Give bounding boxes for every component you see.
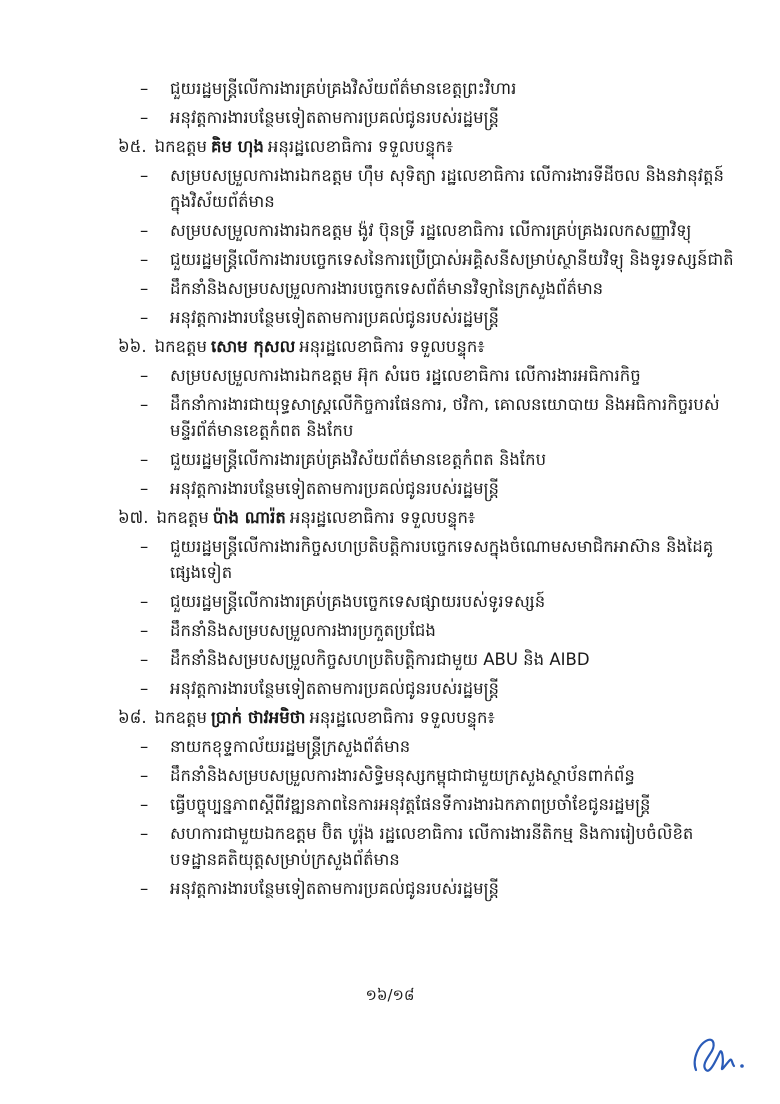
section-prefix: ឯកឧត្តម xyxy=(154,337,207,356)
bullet-text: សម្របសម្រួលការងារឯកឧត្តម ហ៊ឹម សុទិត្យា រដ្ឋលេខាធិការ លើការងារទីដីចល និងនវានុវត្តន៍ក្នុងវិស័យព័ត៌មាន xyxy=(170,166,724,211)
bullet-text: សហការជាមួយឯកឧត្តម ប៊ិត បូរ៉ុង រដ្ឋលេខាធិការ លើការងារនីតិកម្ម និងការរៀបចំលិខិតបទដ្ឋានគតិយុត្តសម្រាប់ក្រសួងព័ត៌មាន xyxy=(170,824,694,869)
dash-marker: – xyxy=(140,308,149,327)
dash-marker: – xyxy=(140,108,149,127)
list-item xyxy=(118,618,738,644)
dash-marker: – xyxy=(140,621,149,640)
list-item xyxy=(118,276,738,302)
bullet-text: អនុវត្តការងារបន្ថែមទៀតតាមការប្រគល់ជូនរបស់រដ្ឋមន្ត្រី xyxy=(170,679,499,698)
list-item xyxy=(118,105,738,131)
list-item xyxy=(118,247,738,273)
section-suffix: អនុរដ្ឋលេខាធិការ ទទួលបន្ទុក៖ xyxy=(299,337,485,356)
bullet-text: ដឹកនាំនិងសម្របសម្រួលការងារបច្ចេកទេសព័ត៌មានវិទ្យានៃក្រសួងព័ត៌មាន xyxy=(170,279,604,298)
dash-marker: – xyxy=(140,879,149,898)
dash-marker: – xyxy=(140,737,149,756)
dash-marker: – xyxy=(140,221,149,240)
bullet-text: ជួយរដ្ឋមន្ត្រីលើការងារគ្រប់គ្រងវិស័យព័ត៌មានខេត្តព្រះវិហារ xyxy=(170,79,517,98)
list-item xyxy=(118,647,738,673)
bullet-text: សម្របសម្រួលការងារឯកឧត្តម អ៊ុក សំរេច រដ្ឋលេខាធិការ លើការងារអធិការកិច្ច xyxy=(170,366,641,385)
section-heading xyxy=(118,134,738,160)
dash-marker: – xyxy=(140,479,149,498)
dash-marker: – xyxy=(140,366,149,385)
list-item xyxy=(118,876,738,902)
list-item xyxy=(118,305,738,331)
dash-marker: – xyxy=(140,166,149,185)
bullet-text: ជួយរដ្ឋមន្ត្រីលើការងារគ្រប់គ្រងបច្ចេកទេសផ្សាយរបស់ទូរទស្សន៍ xyxy=(170,592,546,611)
list-item xyxy=(118,76,738,102)
list-item xyxy=(118,792,738,818)
official-name: ប៉ាង ណារ៉ត xyxy=(212,508,286,527)
bullet-text: សម្របសម្រួលការងារឯកឧត្តម ង៉ូវ ប៊ុនទ្រី រដ្ឋលេខាធិការ លើការគ្រប់គ្រងរលកសញ្ញាវិទ្យុ xyxy=(170,221,692,240)
section-heading xyxy=(118,334,738,360)
bullet-text: ធ្វើបច្ចុប្បន្នភាពស្តីពីវឌ្ឍនភាពនៃការអនុវត្តផែនទីការងារឯកភាពប្រចាំខែជូនរដ្ឋមន្ត្រី xyxy=(170,795,651,814)
dash-marker: – xyxy=(140,824,149,843)
dash-marker: – xyxy=(140,766,149,785)
dash-marker: – xyxy=(140,592,149,611)
list-item xyxy=(118,821,738,873)
section-prefix: ឯកឧត្តម xyxy=(156,508,209,527)
bullet-text: អនុវត្តការងារបន្ថែមទៀតតាមការប្រគល់ជូនរបស់រដ្ឋមន្ត្រី xyxy=(170,479,499,498)
official-name: សោម កុសល xyxy=(210,337,296,356)
bullet-text: ដឹកនាំនិងសម្របសម្រួលកិច្ចសហប្រតិបត្តិការជាមួយ ABU និង AIBD xyxy=(170,650,590,669)
bullet-text: ជួយរដ្ឋមន្ត្រីលើការងារបច្ចេកទេសនៃការប្រើប្រាស់អគ្គិសនីសម្រាប់ស្ថានីយវិទ្យុ និងទូរទស្សន៍ជាតិ xyxy=(170,250,734,269)
list-item xyxy=(118,534,738,586)
list-item xyxy=(118,392,738,444)
dash-marker: – xyxy=(140,279,149,298)
list-item xyxy=(118,218,738,244)
bullet-text: នាយកខុទ្ទកាល័យរដ្ឋមន្ត្រីក្រសួងព័ត៌មាន xyxy=(170,737,411,756)
section-prefix: ឯកឧត្តម xyxy=(154,137,207,156)
dash-marker: – xyxy=(140,395,149,414)
dash-marker: – xyxy=(140,250,149,269)
list-item xyxy=(118,363,738,389)
bullet-text: ដឹកនាំការងារជាយុទ្ធសាស្ត្រលើកិច្ចការផែនការ, ថវិកា, គោលនយោបាយ និងអធិការកិច្ចរបស់មន្ទីរព័ត៌មានខេត្តកំពត និងកែប xyxy=(170,395,720,440)
list-item xyxy=(118,447,738,473)
bullet-text: ជួយរដ្ឋមន្ត្រីលើការងារកិច្ចសហប្រតិបត្តិការបច្ចេកទេសក្នុងចំណោមសមាជិកអាស៊ាន និងដៃគូផ្សេងទៀត xyxy=(170,537,714,582)
official-name: គិម ហុង xyxy=(210,137,264,156)
list-item xyxy=(118,476,738,502)
section-suffix: អនុរដ្ឋលេខាធិការ ទទួលបន្ទុក៖ xyxy=(309,708,495,727)
dash-marker: – xyxy=(140,679,149,698)
section-number: ៦៧. xyxy=(118,508,149,527)
bullet-text: ដឹកនាំនិងសម្របសម្រួលការងារប្រកួតប្រជែង xyxy=(170,621,436,640)
section-heading xyxy=(118,705,738,731)
official-name: ប្រាក់ ថាវអមិថា xyxy=(210,708,306,727)
bullet-text: អនុវត្តការងារបន្ថែមទៀតតាមការប្រគល់ជូនរបស់រដ្ឋមន្ត្រី xyxy=(170,308,499,327)
bullet-text: អនុវត្តការងារបន្ថែមទៀតតាមការប្រគល់ជូនរបស់រដ្ឋមន្ត្រី xyxy=(170,879,499,898)
list-item xyxy=(118,589,738,615)
section-heading xyxy=(118,505,738,531)
dash-marker: – xyxy=(140,795,149,814)
section-number: ៦៨. xyxy=(118,708,147,727)
section-prefix: ឯកឧត្តម xyxy=(154,708,207,727)
document-body xyxy=(118,76,738,905)
dash-marker: – xyxy=(140,650,149,669)
section-suffix: អនុរដ្ឋលេខាធិការ ទទួលបន្ទុក៖ xyxy=(289,508,476,527)
bullet-text: អនុវត្តការងារបន្ថែមទៀតតាមការប្រគល់ជូនរបស់រដ្ឋមន្ត្រី xyxy=(170,108,499,127)
list-item xyxy=(118,676,738,702)
dash-marker: – xyxy=(140,79,149,98)
page-number: ១៦/១៨ xyxy=(365,986,415,1004)
list-item xyxy=(118,163,738,215)
list-item xyxy=(118,734,738,760)
section-suffix: អនុរដ្ឋលេខាធិការ ទទួលបន្ទុក៖ xyxy=(267,137,454,156)
section-number: ៦៦. xyxy=(118,337,147,356)
dash-marker: – xyxy=(140,537,149,556)
list-item xyxy=(118,763,738,789)
bullet-text: ជួយរដ្ឋមន្ត្រីលើការងារគ្រប់គ្រងវិស័យព័ត៌មានខេត្តកំពត និងកែប xyxy=(170,450,547,469)
dash-marker: – xyxy=(140,450,149,469)
section-number: ៦៥. xyxy=(118,137,147,156)
signature-mark xyxy=(688,1030,748,1082)
bullet-text: ដឹកនាំនិងសម្របសម្រួលការងារសិទ្ធិមនុស្សកម្ពុជាជាមួយក្រសួងស្ថាប័នពាក់ព័ន្ធ xyxy=(170,766,635,785)
